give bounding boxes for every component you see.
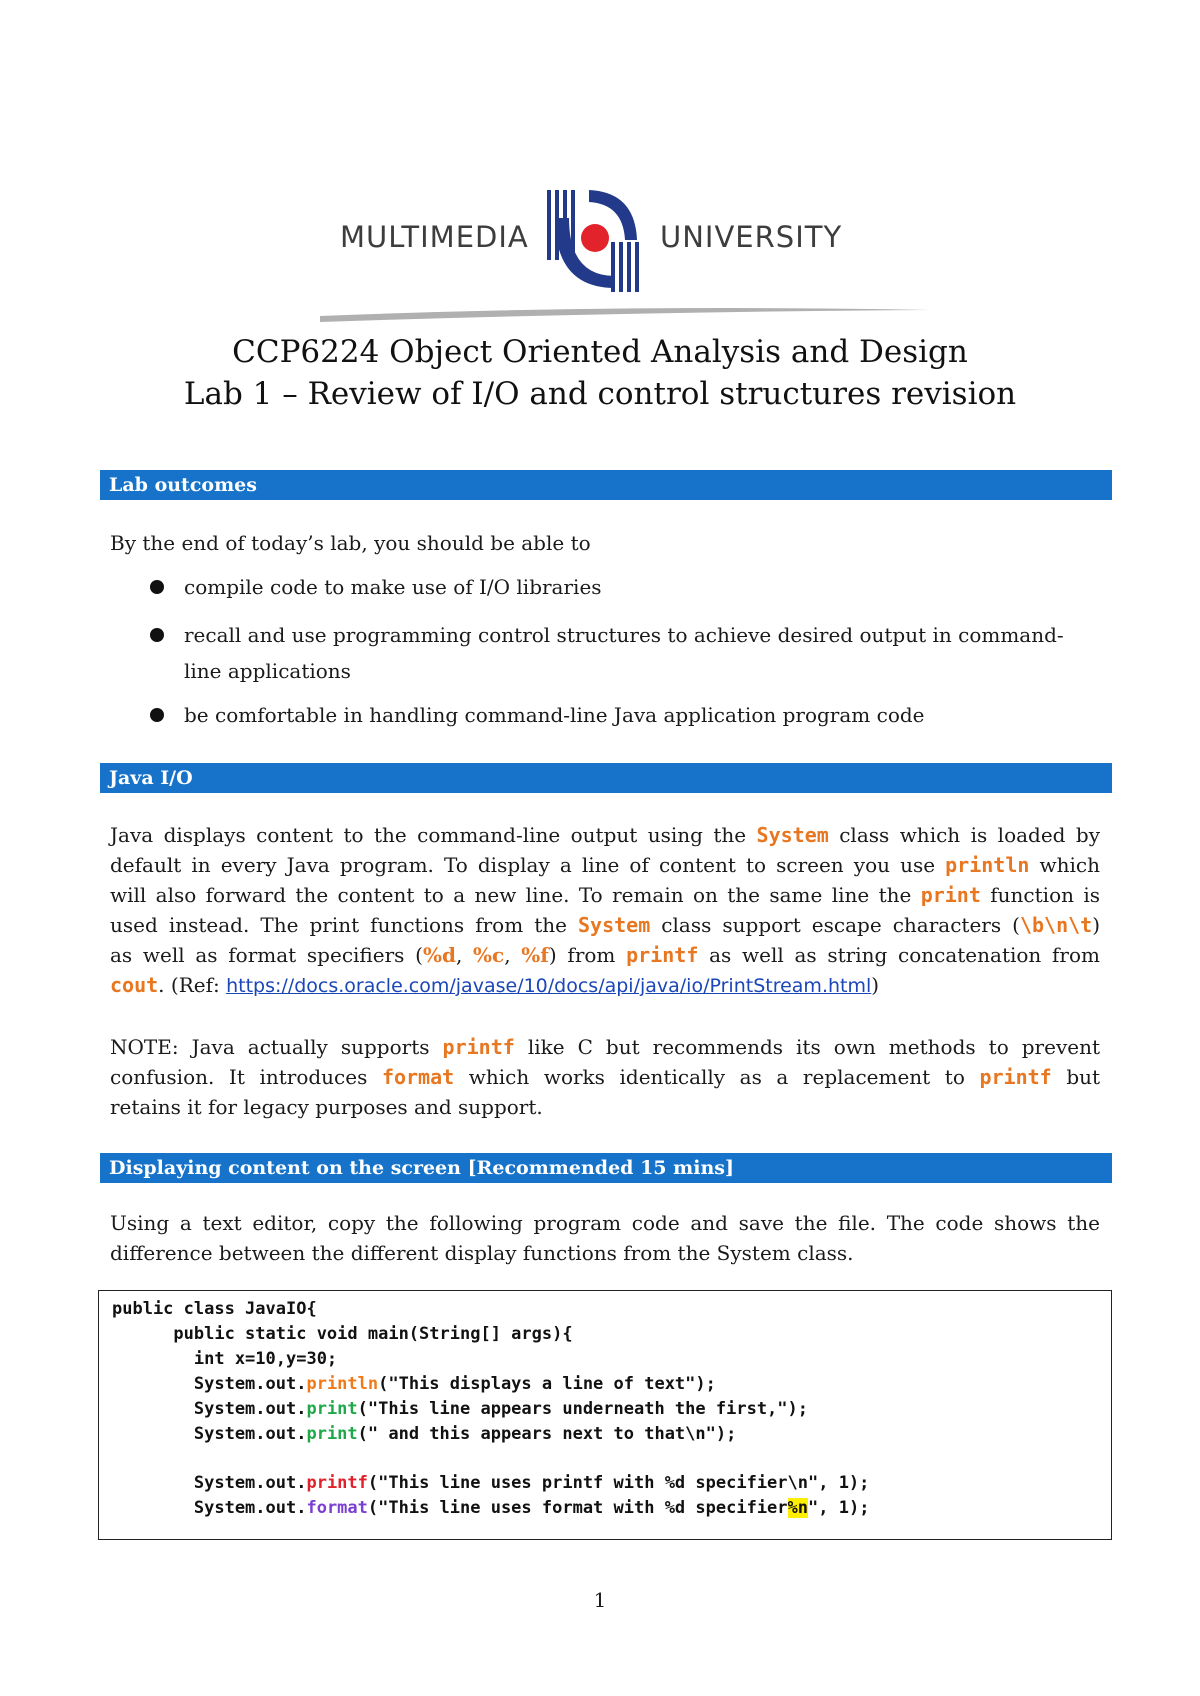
outcome-item: compile code to make use of I/O libraries [184,575,602,599]
code-line: System.out.println("This displays a line of text"); [112,1374,716,1394]
code-line: public class JavaIO{ [112,1299,317,1319]
outcome-item: be comfortable in handling command-line Java application program code [184,703,925,727]
logo-right-word: UNIVERSITY [660,220,843,254]
java-io-paragraph-line: Java displays content to the command-line output using the System class which is loaded by [110,823,1100,847]
document-title: CCP6224 Object Oriented Analysis and Design [232,334,968,370]
java-io-paragraph-line: as well as format specifiers (%d, %c, %f) from printf as well as string concatenation from [110,943,1100,967]
reference-link[interactable]: https://docs.oracle.com/javase/10/docs/api/java/io/PrintStream.html [226,975,872,997]
code-line: System.out.format("This line uses format with %d specifier%n", 1); [112,1498,870,1518]
display-paragraph-line: difference between the different display functions from the System class. [110,1241,854,1265]
logo-left-word: MULTIMEDIA [340,220,529,254]
logo-mark-icon [545,188,645,298]
code-line: System.out.printf("This line uses printf with %d specifier\n", 1); [112,1473,870,1493]
outcome-item-continued: line applications [184,659,351,683]
university-logo [320,180,843,330]
bullet-icon [150,708,164,722]
document-subtitle: Lab 1 – Review of I/O and control structures revision [183,376,1017,412]
section-heading-lab-outcomes: Lab outcomes [100,470,1112,500]
java-io-paragraph-line: cout. (Ref: https://docs.oracle.com/javase/10/docs/api/java/io/PrintStream.html) [110,973,880,997]
note-paragraph-line: retains it for legacy purposes and support. [110,1095,543,1119]
code-line: public static void main(String[] args){ [112,1324,573,1344]
bullet-icon [150,628,164,642]
section-heading-java-io: Java I/O [100,763,1112,793]
java-io-paragraph-line: will also forward the content to a new line. To remain on the same line the print function is [110,883,1100,907]
code-line: System.out.print(" and this appears next to that\n"); [112,1424,737,1444]
page-number: 1 [593,1588,607,1612]
code-line: System.out.print("This line appears underneath the first,"); [112,1399,808,1419]
note-paragraph-line: NOTE: Java actually supports printf like C but recommends its own methods to prevent [110,1035,1101,1059]
section-heading-displaying-content: Displaying content on the screen [Recommended 15 mins] [100,1153,1112,1183]
bullet-icon [150,580,164,594]
display-paragraph-line: Using a text editor, copy the following program code and save the file. The code shows the [110,1211,1100,1235]
code-line: int x=10,y=30; [112,1349,338,1369]
outcome-item: recall and use programming control structures to achieve desired output in command- [184,623,1064,647]
note-paragraph-line: confusion. It introduces format which works identically as a replacement to printf but [110,1065,1101,1089]
java-io-paragraph-line: default in every Java program. To display a line of content to screen you use println which [110,853,1101,877]
logo-swoosh-icon [320,298,940,328]
outcomes-intro: By the end of today’s lab, you should be able to [110,531,591,555]
java-io-paragraph-line: used instead. The print functions from the System class support escape characters (\b\n\t) [110,913,1101,937]
